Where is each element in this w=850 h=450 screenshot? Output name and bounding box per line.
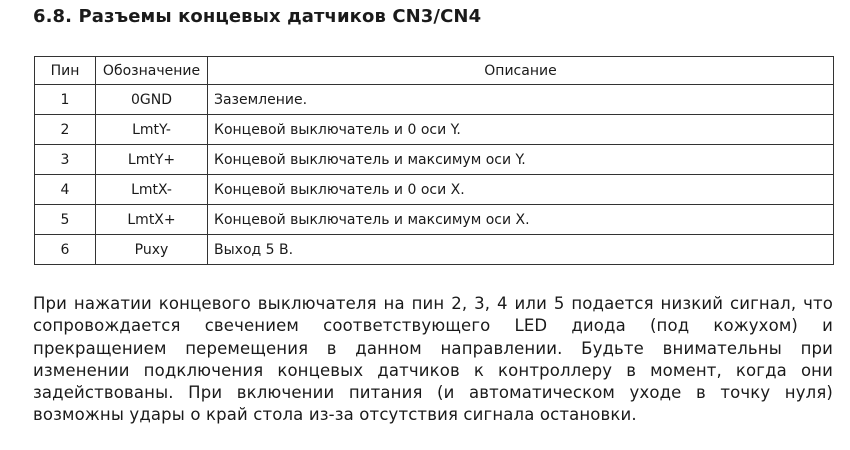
- table-row: [35, 235, 834, 265]
- table-row: [35, 175, 834, 205]
- table-header-row: [35, 57, 834, 85]
- pin-description-cell: Выход 5 В.: [208, 235, 834, 265]
- pin-designation-cell: LmtX+: [96, 205, 208, 235]
- paragraph-line: задействованы. При включении питания (и автоматическом уходе в точку нуля): [33, 383, 833, 403]
- paragraph-line: прекращением перемещения в данном направлении. Будьте внимательны при: [33, 338, 833, 358]
- pin-number-cell: 5: [35, 205, 96, 235]
- table-row: [35, 115, 834, 145]
- column-header-pin: Пин: [35, 57, 96, 85]
- pin-designation-cell: LmtY-: [96, 115, 208, 145]
- pin-designation-cell: 0GND: [96, 85, 208, 115]
- paragraph-line: изменении подключения концевых датчиков к контроллеру в момент, когда они: [33, 360, 833, 380]
- paragraph-line: сопровождается свечением соответствующего LED диода (под кожухом) и: [33, 316, 833, 336]
- pin-description-cell: Заземление.: [208, 85, 834, 115]
- pin-number-cell: 3: [35, 145, 96, 175]
- table-row: [35, 205, 834, 235]
- pin-description-cell: Концевой выключатель и 0 оси X.: [208, 175, 834, 205]
- pin-designation-cell: LmtY+: [96, 145, 208, 175]
- pin-description-cell: Концевой выключатель и 0 оси Y.: [208, 115, 834, 145]
- table-row: [35, 85, 834, 115]
- pin-table: [34, 56, 834, 265]
- pin-number-cell: 2: [35, 115, 96, 145]
- body-paragraph: [33, 293, 833, 427]
- table-row: [35, 145, 834, 175]
- pin-description-cell: Концевой выключатель и максимум оси Y.: [208, 145, 834, 175]
- paragraph-line: возможны удары о край стола из-за отсутствия сигнала остановки.: [33, 405, 637, 425]
- pin-number-cell: 6: [35, 235, 96, 265]
- pin-number-cell: 1: [35, 85, 96, 115]
- column-header-designation: Обозначение: [96, 57, 208, 85]
- pin-designation-cell: Puxy: [96, 235, 208, 265]
- column-header-description: Описание: [208, 57, 834, 85]
- pin-number-cell: 4: [35, 175, 96, 205]
- section-heading: 6.8. Разъемы концевых датчиков CN3/CN4: [33, 6, 482, 27]
- pin-description-cell: Концевой выключатель и максимум оси X.: [208, 205, 834, 235]
- paragraph-line: При нажатии концевого выключателя на пин 2, 3, 4 или 5 подается низкий сигнал, что: [33, 294, 833, 313]
- pin-designation-cell: LmtX-: [96, 175, 208, 205]
